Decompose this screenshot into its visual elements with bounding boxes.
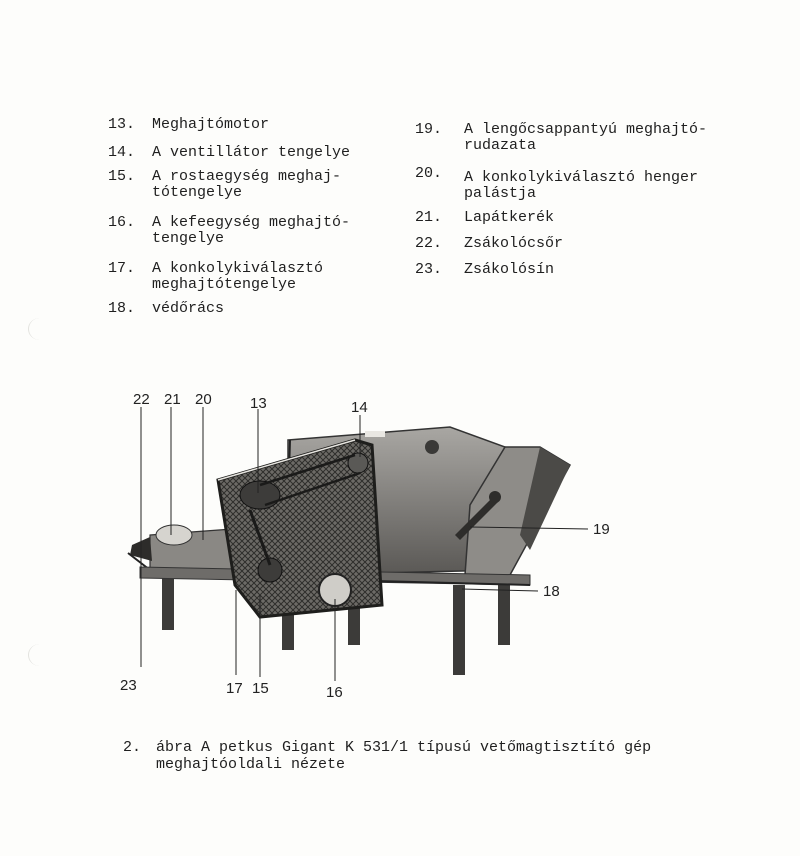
legend-text: A lengőcsappantyú meghajtó- xyxy=(464,121,708,138)
machine-illustration xyxy=(128,427,570,675)
callout-17: 17 xyxy=(226,680,243,697)
legend-text: A ventillátor tengelye xyxy=(152,144,351,161)
legend-text: A konkolykiválasztó xyxy=(152,260,324,277)
callout-13: 13 xyxy=(250,395,267,412)
legend-number: 16. xyxy=(108,214,136,231)
caption-line-2: meghajtóoldali nézete xyxy=(156,756,346,773)
legend-number: 21. xyxy=(415,209,443,226)
caption-number: 2. xyxy=(123,739,142,756)
callout-23: 23 xyxy=(120,677,137,694)
caption-line-1: ábra A petkus Gigant K 531/1 típusú vetőmagtisztító gép xyxy=(156,739,652,756)
callout-18: 18 xyxy=(543,583,560,600)
page-edge-mark xyxy=(28,644,51,666)
legend-right-column xyxy=(415,122,745,292)
callout-14: 14 xyxy=(351,399,368,416)
legend-number: 13. xyxy=(108,116,136,133)
callout-20: 20 xyxy=(195,391,212,408)
nameplate xyxy=(365,431,385,437)
paddle-wheel xyxy=(156,525,192,545)
legend-text: Zsákolócsőr xyxy=(464,235,564,252)
legend-text: Meghajtómotor xyxy=(152,116,270,133)
legend-number: 15. xyxy=(108,168,136,185)
callout-21: 21 xyxy=(164,391,181,408)
legend-text: Zsákolósín xyxy=(464,261,555,278)
legend-number: 17. xyxy=(108,260,136,277)
legend-text: tótengelye xyxy=(152,184,243,201)
machine-leg xyxy=(162,575,174,630)
legend-text: A kefeegység meghajtó- xyxy=(152,214,351,231)
legend-number: 22. xyxy=(415,235,443,252)
machine-figure xyxy=(110,385,630,705)
legend-number: 19. xyxy=(415,121,443,138)
callout-16: 16 xyxy=(326,684,343,701)
page-edge-mark xyxy=(28,318,51,340)
callout-22: 22 xyxy=(133,391,150,408)
callout-19: 19 xyxy=(593,521,610,538)
legend-text: A rostaegység meghaj- xyxy=(152,168,342,185)
legend-text: rudazata xyxy=(464,137,537,154)
legend-number: 20. xyxy=(415,165,443,182)
legend-text: meghajtótengelye xyxy=(152,276,297,293)
figure-caption xyxy=(123,739,652,804)
drive-motor xyxy=(240,481,280,509)
housing-bolt xyxy=(425,440,439,454)
legend-text: palástja xyxy=(464,185,537,202)
legend-number: 23. xyxy=(415,261,443,278)
callout-15: 15 xyxy=(252,680,269,697)
legend-number: 18. xyxy=(108,300,136,317)
legend-text: Lapátkerék xyxy=(464,209,555,226)
machine-leg xyxy=(453,585,465,675)
legend-number: 14. xyxy=(108,144,136,161)
legend-text: védőrács xyxy=(152,300,225,317)
legend-left-column xyxy=(108,117,408,327)
legend-text: A konkolykiválasztó henger xyxy=(464,169,699,186)
linkage-pivot xyxy=(489,491,501,503)
legend-text: tengelye xyxy=(152,230,225,247)
